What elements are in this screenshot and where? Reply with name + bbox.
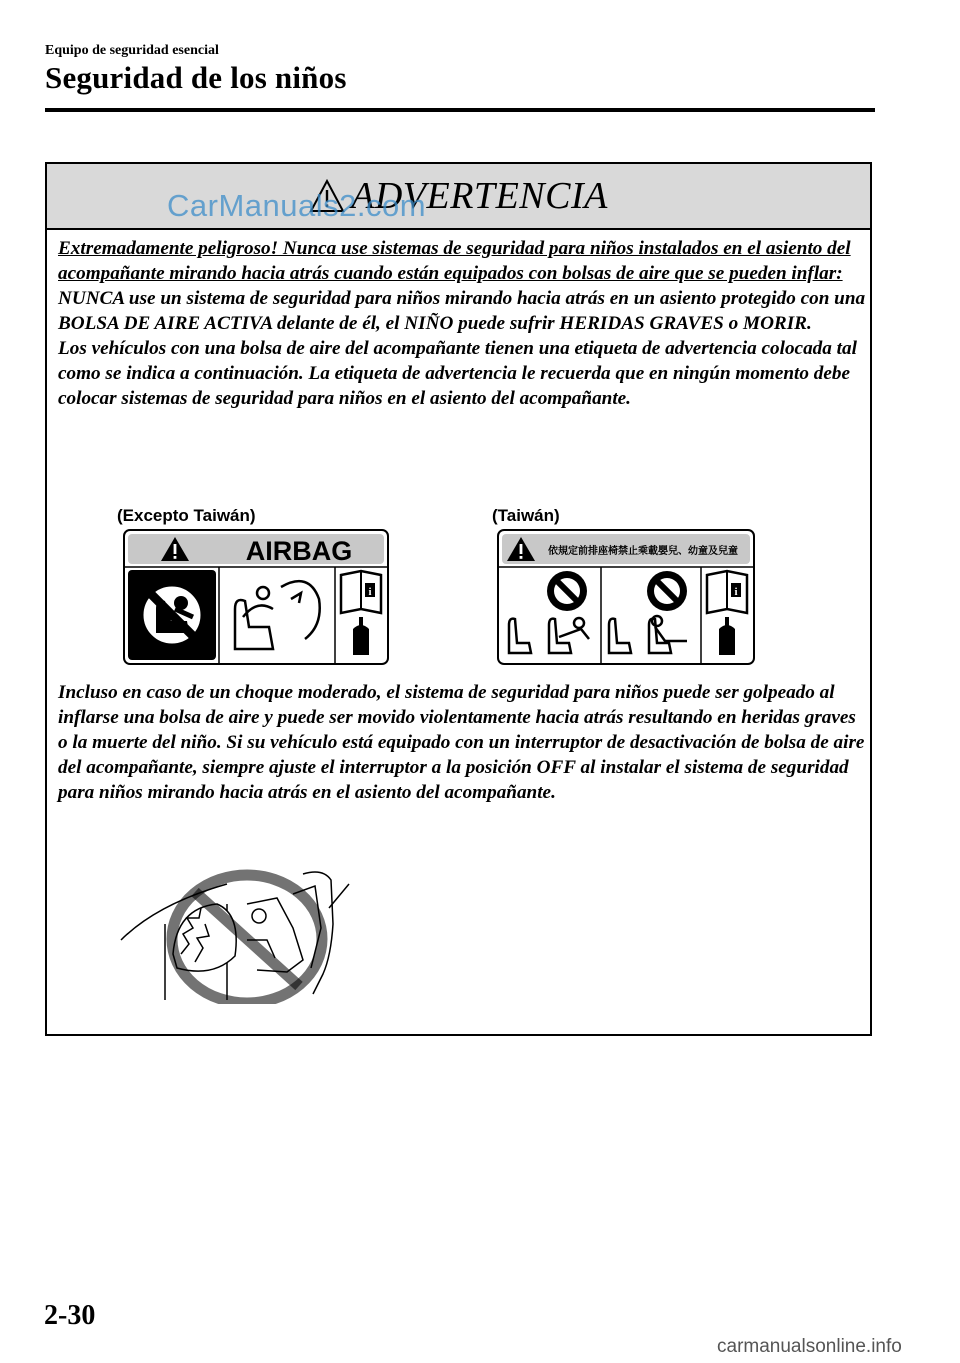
airbag-text: AIRBAG <box>245 536 353 566</box>
warning-title: ADVERTENCIA <box>351 175 608 217</box>
taiwan-label-text: 依規定前排座椅禁止乘載嬰兒、幼童及兒童 <box>548 546 738 557</box>
svg-text:i: i <box>734 586 738 598</box>
svg-text:i: i <box>368 586 372 598</box>
rear-facing-seat-airbag-illustration <box>117 844 357 1004</box>
prohibition-icon <box>647 571 687 611</box>
warning-paragraph-1: NUNCA use un sistema de seguridad para niños mirando hacia atrás en un asiento protegido con una BOLSA DE AIRE ACTIVA delante de él, el NIÑO puede sufrir HERIDAS GRAVES o MORIR. <box>58 288 866 334</box>
watermark: CarManuals2.com <box>167 188 427 223</box>
prohibition-icon <box>128 570 216 660</box>
section-label: Equipo de seguridad esencial <box>45 43 219 58</box>
prohibition-icon <box>547 571 587 611</box>
warning-box <box>45 162 872 1036</box>
airbag-warning-label-international <box>123 529 389 665</box>
page-number: 2-30 <box>44 1300 96 1331</box>
airbag-labels <box>47 502 874 672</box>
page-title: Seguridad de los niños <box>45 60 347 95</box>
footer-site-mark: carmanualsonline.info <box>717 1336 902 1357</box>
title-rule <box>45 108 875 112</box>
warning-underlined-text: Extremadamente peligroso! Nunca use sistemas de seguridad para niños instalados en el asiento del acompañante mirando hacia atrás cuando están equipados con bolsas de aire que se pueden inflar: <box>58 238 851 284</box>
warning-paragraph-3: Incluso en caso de un choque moderado, el sistema de seguridad para niños puede ser golpeado al inflarse una bolsa de aire y puede ser movido violentamente hacia atrás resultando en heridas graves o la muerte del niño. Si su vehículo está equipado con un interruptor de desactivación de bolsa de aire del acompañante, siempre ajuste el interruptor a la posición OFF al instalar el sistema de seguridad para niños mirando hacia atrás en el asiento del acompañante. <box>58 682 865 803</box>
label-caption-excepto-taiwan: (Excepto Taiwán) <box>117 506 256 525</box>
warning-paragraph-2: Los vehículos con una bolsa de aire del acompañante tienen una etiqueta de advertencia colocada tal como se indica a continuación. La etiqueta de advertencia le recuerda que en ningún momento debe colocar sistemas de seguridad para niños en el asiento del acompañante. <box>58 338 857 409</box>
warning-header <box>47 164 870 230</box>
warning-body <box>58 236 866 411</box>
label-caption-taiwan: (Taiwán) <box>492 506 560 525</box>
airbag-warning-label-taiwan <box>497 529 755 665</box>
